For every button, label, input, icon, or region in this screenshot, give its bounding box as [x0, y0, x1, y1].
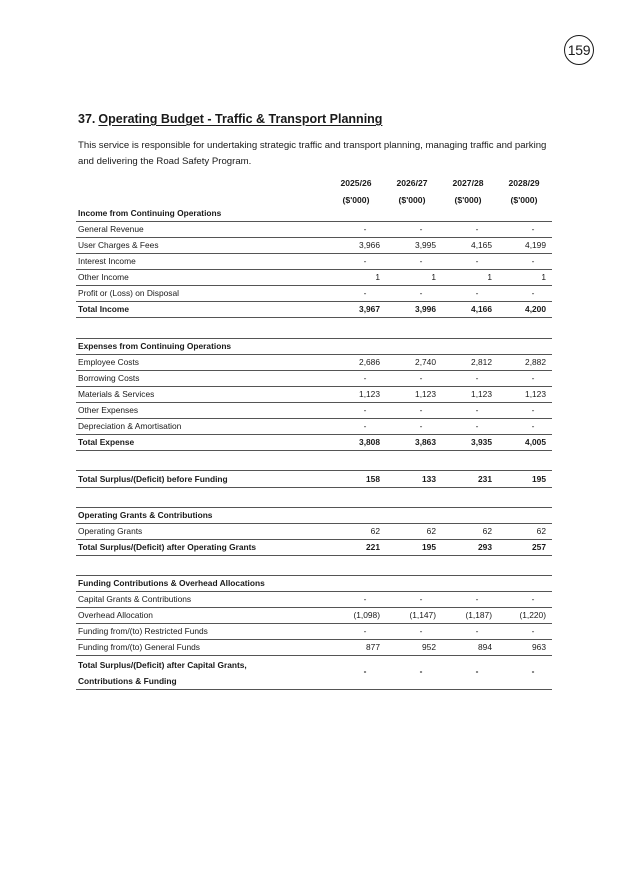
section-heading-income: Income from Continuing Operations — [76, 206, 552, 222]
table-row-employee-costs: Employee Costs 2,686 2,740 2,812 2,882 — [76, 355, 552, 371]
table-row-capital-grants: Capital Grants & Contributions - - - - — [76, 592, 552, 608]
section-description: This service is responsible for undertaking strategic traffic and transport planning, managing traffic and parking and delivering the Road Safety Program. — [78, 140, 547, 167]
table-row-materials-services: Materials & Services 1,123 1,123 1,123 1,123 — [76, 387, 552, 403]
table-row-operating-grants: Operating Grants 62 62 62 62 — [76, 524, 552, 540]
column-header-1: 2025/26 ($'000) — [340, 178, 372, 205]
column-header-4: 2028/29 ($'000) — [508, 178, 540, 205]
table-row-surplus-before-funding: Total Surplus/(Deficit) before Funding 158 133 231 195 — [76, 470, 552, 488]
table-row-borrowing-costs: Borrowing Costs - - - - — [76, 371, 552, 387]
page-number: 159 — [564, 35, 594, 65]
table-row-surplus-after-grants: Total Surplus/(Deficit) after Operating Grants 221 195 293 257 — [76, 540, 552, 556]
section-title — [78, 112, 382, 126]
table-row-general-funds: Funding from/(to) General Funds 877 952 894 963 — [76, 640, 552, 656]
section-title-text: Operating Budget - Traffic & Transport Planning — [98, 112, 383, 126]
section-heading-expenses: Expenses from Continuing Operations — [76, 338, 552, 355]
table-row-restricted-funds: Funding from/(to) Restricted Funds - - - - — [76, 624, 552, 640]
table-row-general-revenue: General Revenue - - - - — [76, 222, 552, 238]
table-row-depreciation: Depreciation & Amortisation - - - - — [76, 419, 552, 435]
section-number: 37. — [78, 112, 96, 126]
column-header-3: 2027/28 ($'000) — [452, 178, 484, 205]
table-row-other-income: Other Income 1 1 1 1 — [76, 270, 552, 286]
table-row-total-expense: Total Expense 3,808 3,863 3,935 4,005 — [76, 435, 552, 451]
column-header-2: 2026/27 ($'000) — [396, 178, 428, 205]
table-row-total-income: Total Income 3,967 3,996 4,166 4,200 — [76, 302, 552, 318]
table-row-other-expenses: Other Expenses - - - - — [76, 403, 552, 419]
table-row-user-charges: User Charges & Fees 3,966 3,995 4,165 4,199 — [76, 238, 552, 254]
section-heading-grants: Operating Grants & Contributions — [76, 507, 552, 524]
table-row-interest-income: Interest Income - - - - — [76, 254, 552, 270]
table-row-profit-loss: Profit or (Loss) on Disposal - - - - — [76, 286, 552, 302]
table-row-overhead-allocation: Overhead Allocation (1,098) (1,147) (1,187) (1,220) — [76, 608, 552, 624]
table-row-surplus-final: Total Surplus/(Deficit) after Capital Grants, Contributions & Funding - - - - — [76, 656, 552, 690]
section-heading-funding: Funding Contributions & Overhead Allocations — [76, 575, 552, 592]
